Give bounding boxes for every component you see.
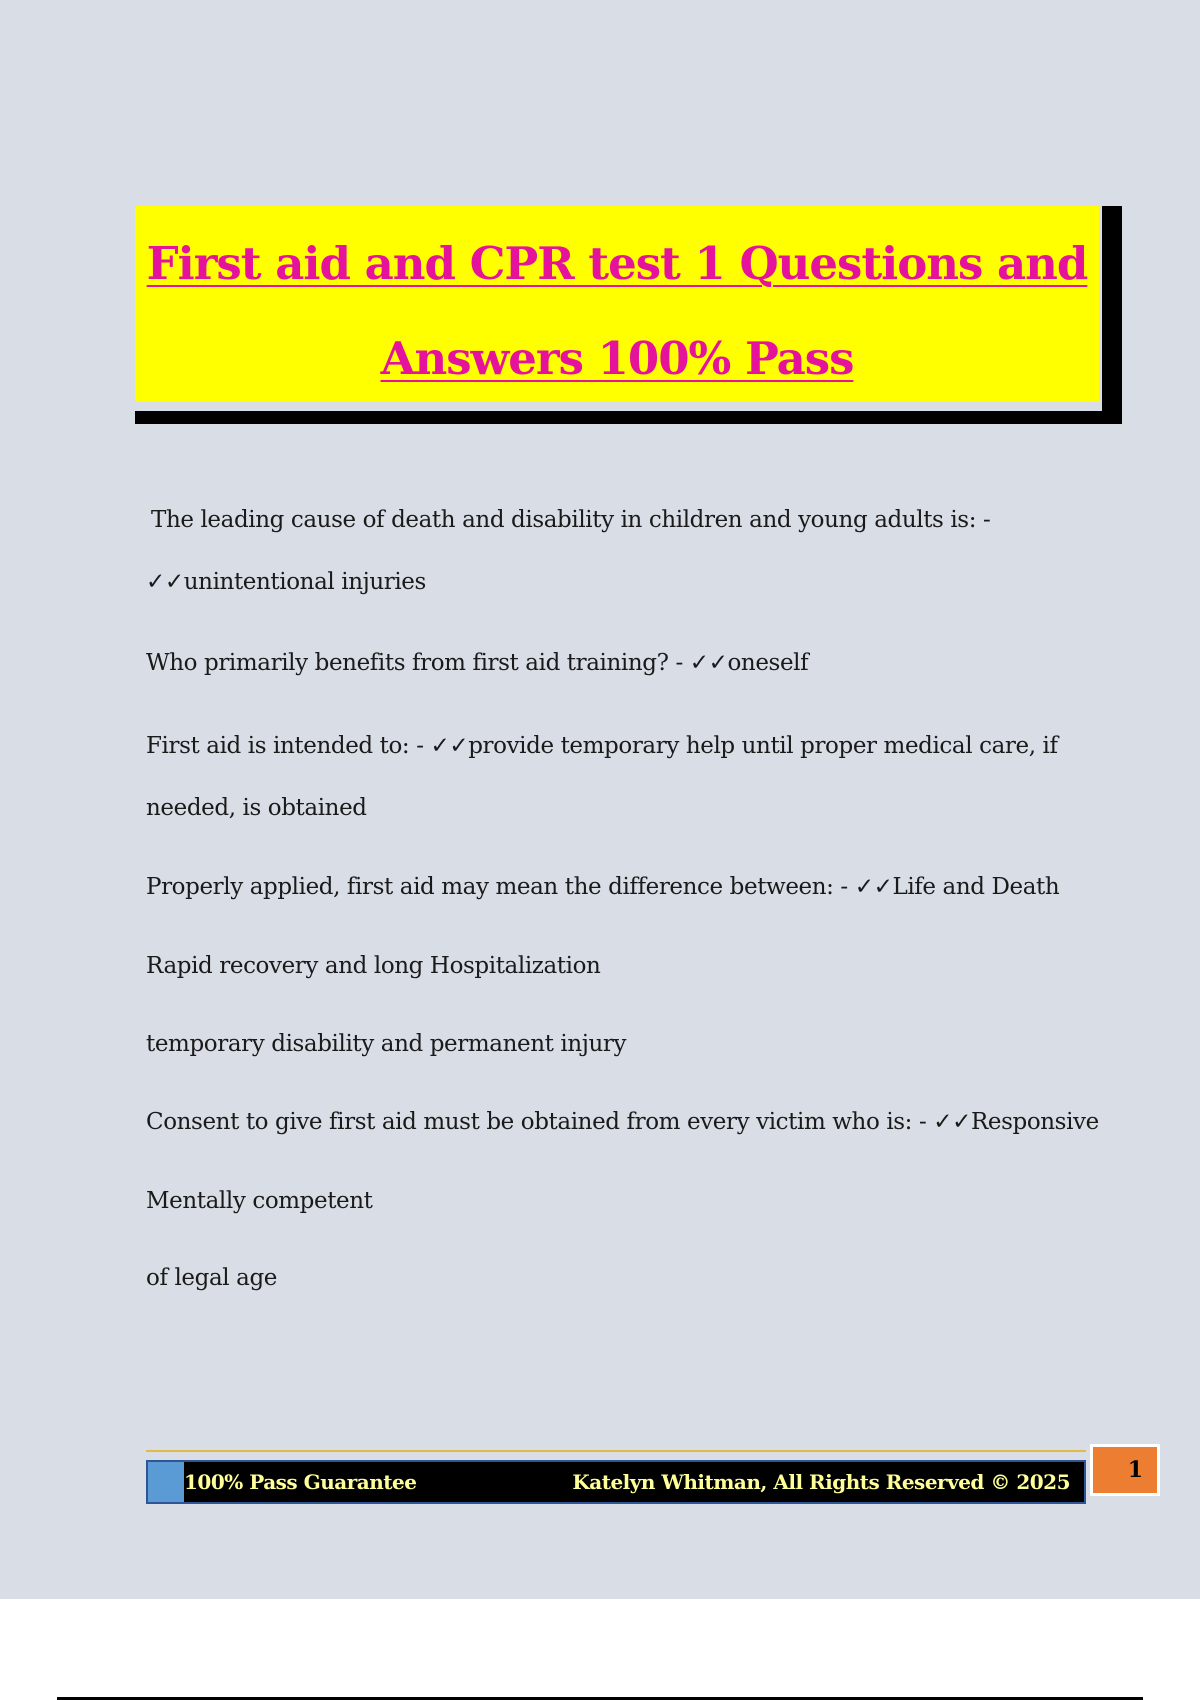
question-line: The leading cause of death and disability in children and young adults is: - [151,507,991,533]
question-line: Properly applied, first aid may mean the difference between: - ✓✓Life and Death [146,874,1060,900]
footer-rule [146,1450,1086,1452]
title-line-2: Answers 100% Pass [380,332,854,385]
footer-bar [146,1460,1086,1504]
question-line: Who primarily benefits from first aid training? - ✓✓oneself [146,650,809,676]
title-line-1: First aid and CPR test 1 Questions and [146,237,1088,290]
answer-line: temporary disability and permanent injury [146,1031,627,1057]
footer-copyright: Katelyn Whitman, All Rights Reserved © 2025 [572,1470,1070,1494]
question-line: Consent to give first aid must be obtained from every victim who is: - ✓✓Responsive [146,1109,1099,1135]
question-line: First aid is intended to: - ✓✓provide temporary help until proper medical care, if [146,733,1058,759]
answer-line: ✓✓unintentional injuries [146,569,426,595]
answer-line: Rapid recovery and long Hospitalization [146,953,601,979]
answer-line: of legal age [146,1265,277,1291]
title-banner-shadow-bottom [135,411,1122,424]
answer-line: Mentally competent [146,1188,373,1214]
title-banner-shadow-right [1102,206,1122,424]
title-banner [135,206,1099,402]
answer-line: needed, is obtained [146,795,367,821]
page-number: 1 [1090,1444,1160,1496]
footer-guarantee: 100% Pass Guarantee [184,1470,417,1494]
